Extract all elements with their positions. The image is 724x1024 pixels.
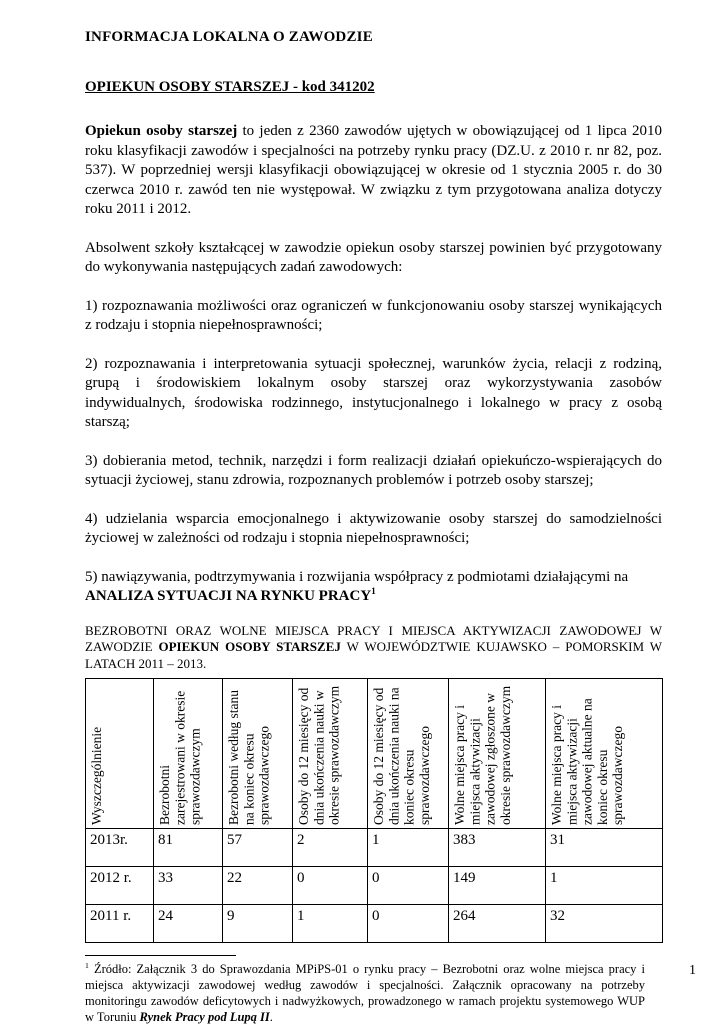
table-cell: 0 (368, 867, 449, 905)
footnote-publication-title: Rynek Pracy pod Lupą II (139, 1010, 270, 1024)
table-cell: 0 (293, 867, 368, 905)
table-cell: 57 (223, 829, 293, 867)
task-item-2: 2) rozpoznawania i interpretowania sytuacji społecznej, warunków życia, relacji z rodziną, grupą i środowiskiem lokalnym osoby starszej oraz wykorzystywania zasobów indywidualnych, środowiska rodzinnego, instytucjonalnego i lokalnego w pracy z osobą starszą; (85, 355, 662, 430)
col-header-text: Wolne miejsca pracy i miejsca aktywizacji zawodowej aktualne na koniec okresu sprawozdawczego (549, 698, 625, 826)
task-item-4: 4) udzielania wsparcia emocjonalnego i aktywizowanie osoby starszej do samodzielności życiowej w zależności od rodzaju i stopnia niepełnosprawności; (85, 510, 662, 546)
col-header-wyszczegolnienie (86, 679, 154, 829)
footnote-reference: 1 (371, 587, 376, 597)
col-header-bezrobotni-koniec (223, 679, 293, 829)
caption-part-1: BEZROBOTNI ORAZ WOLNE MIEJSCA PRACY I MIEJSCA AKTYWIZACJI ZAWODOWEJ W ZAWODZIE (85, 622, 662, 655)
page-number: 1 (689, 962, 696, 978)
analiza-heading-text: ANALIZA SYTUACJI NA RYNKU PRACY (85, 588, 372, 604)
absolwent-paragraph: Absolwent szkoły kształcącej w zawodzie opiekun osoby starszej powinien być przygotowany do wykonywania następujących zadań zawodowych: (85, 239, 662, 275)
table-cell: 9 (223, 905, 293, 943)
table-cell: 149 (449, 867, 546, 905)
table-header-row (86, 679, 663, 829)
table-cell: 1 (293, 905, 368, 943)
table-row-2011 (86, 905, 663, 943)
table-caption (85, 623, 662, 673)
caption-occupation-bold: OPIEKUN OSOBY STARSZEJ (158, 639, 341, 655)
analiza-section-heading (85, 587, 662, 607)
intro-lead-bold: Opiekun osoby starszej (85, 123, 238, 139)
col-header-text: Osoby do 12 miesięcy od dnia ukończenia nauki w okresie sprawozdawczym (296, 686, 342, 826)
task-item-5: 5) nawiązywania, podtrzymywania i rozwijania współpracy z podmiotami działającymi na (85, 568, 629, 585)
table-cell: 32 (546, 905, 663, 943)
col-header-osoby-12m-okres (293, 679, 368, 829)
table-cell: 22 (223, 867, 293, 905)
intro-text: to jeden z 2360 zawodów ujętych w obowiązującej od 1 lipca 2010 roku klasyfikacji zawodów i specjalności na potrzeby rynku pracy (DZ.U. z 2010 r. nr 82, poz. 537). W poprzedniej wersji klasyfikacji obowiązującej w okresie od 1 stycznia 2005 r. do 30 czerwca 2010 r. zawód ten nie występował. W związku z tym przygotowana analiza dotyczy roku 2011 i 2012. (85, 123, 662, 217)
footnote-text: Źródło: Załącznik 3 do Sprawozdania MPiPS-01 o rynku pracy – Bezrobotni oraz wolne miejsca pracy i miejsca aktywizacji zawodowej według zawodów i specjalności. Załącznik opracowany na potrzeby monitoringu zawodów deficytowych i nadwyżkowych, prowadzonego w ramach projektu systemowego WUP w Toruniu (85, 962, 645, 1024)
table-cell: 24 (154, 905, 223, 943)
col-header-text: Osoby do 12 miesięcy od dnia ukończenia nauki na koniec okresu sprawozdawczego (371, 687, 432, 826)
task-item-1: 1) rozpoznawania możliwości oraz ograniczeń w funkcjonowaniu osoby starszej wynikających z rodzaju i stopnia niepełnosprawności; (85, 297, 662, 333)
row-label: 2011 r. (86, 905, 154, 943)
task-item-3: 3) dobierania metod, technik, narzędzi i form realizacji działań opiekuńczo-wspierających do sytuacji życiowej, stanu zdrowia, rozpoznanych problemów i potrzeb osoby starszej; (85, 452, 662, 488)
col-header-text: Wolne miejsca pracy i miejsca aktywizacji zawodowej zgłoszone w okresie sprawozdawczym (452, 686, 513, 826)
table-cell: 31 (546, 829, 663, 867)
table-cell: 264 (449, 905, 546, 943)
footnote (85, 961, 645, 1024)
row-label: 2013r. (86, 829, 154, 867)
col-header-bezrobotni-okres (154, 679, 223, 829)
occupation-heading: OPIEKUN OSOBY STARSZEJ - kod 341202 (85, 78, 375, 95)
table-cell: 33 (154, 867, 223, 905)
table-cell: 1 (546, 867, 663, 905)
col-header-wolne-miejsca-aktualne (546, 679, 663, 829)
statistics-table (85, 678, 663, 943)
table-row-2013 (86, 829, 663, 867)
col-header-text: Bezrobotni zarejestrowani w okresie sprawozdawczym (157, 691, 203, 826)
table-cell: 81 (154, 829, 223, 867)
footnote-text-end: . (269, 1010, 273, 1024)
col-header-text: Wyszczególnienie (89, 727, 104, 826)
table-cell: 383 (449, 829, 546, 867)
table-cell: 0 (368, 905, 449, 943)
col-header-osoby-12m-koniec (368, 679, 449, 829)
row-label: 2012 r. (86, 867, 154, 905)
footnote-separator (85, 955, 236, 956)
table-cell: 1 (368, 829, 449, 867)
col-header-text: Bezrobotni według stanu na koniec okresu sprawozdawczego (226, 690, 272, 826)
intro-paragraph (85, 122, 662, 220)
table-row-2012 (86, 867, 663, 905)
table-cell: 2 (293, 829, 368, 867)
caption-part-2: W WOJEWÓDZTWIE KUJAWSKO – POMORSKIM W LATACH 2011 – 2013. (85, 639, 662, 671)
document-title: INFORMACJA LOKALNA O ZAWODZIE (85, 29, 373, 45)
footnote-marker: 1 (85, 961, 89, 971)
col-header-wolne-miejsca-zgloszone (449, 679, 546, 829)
